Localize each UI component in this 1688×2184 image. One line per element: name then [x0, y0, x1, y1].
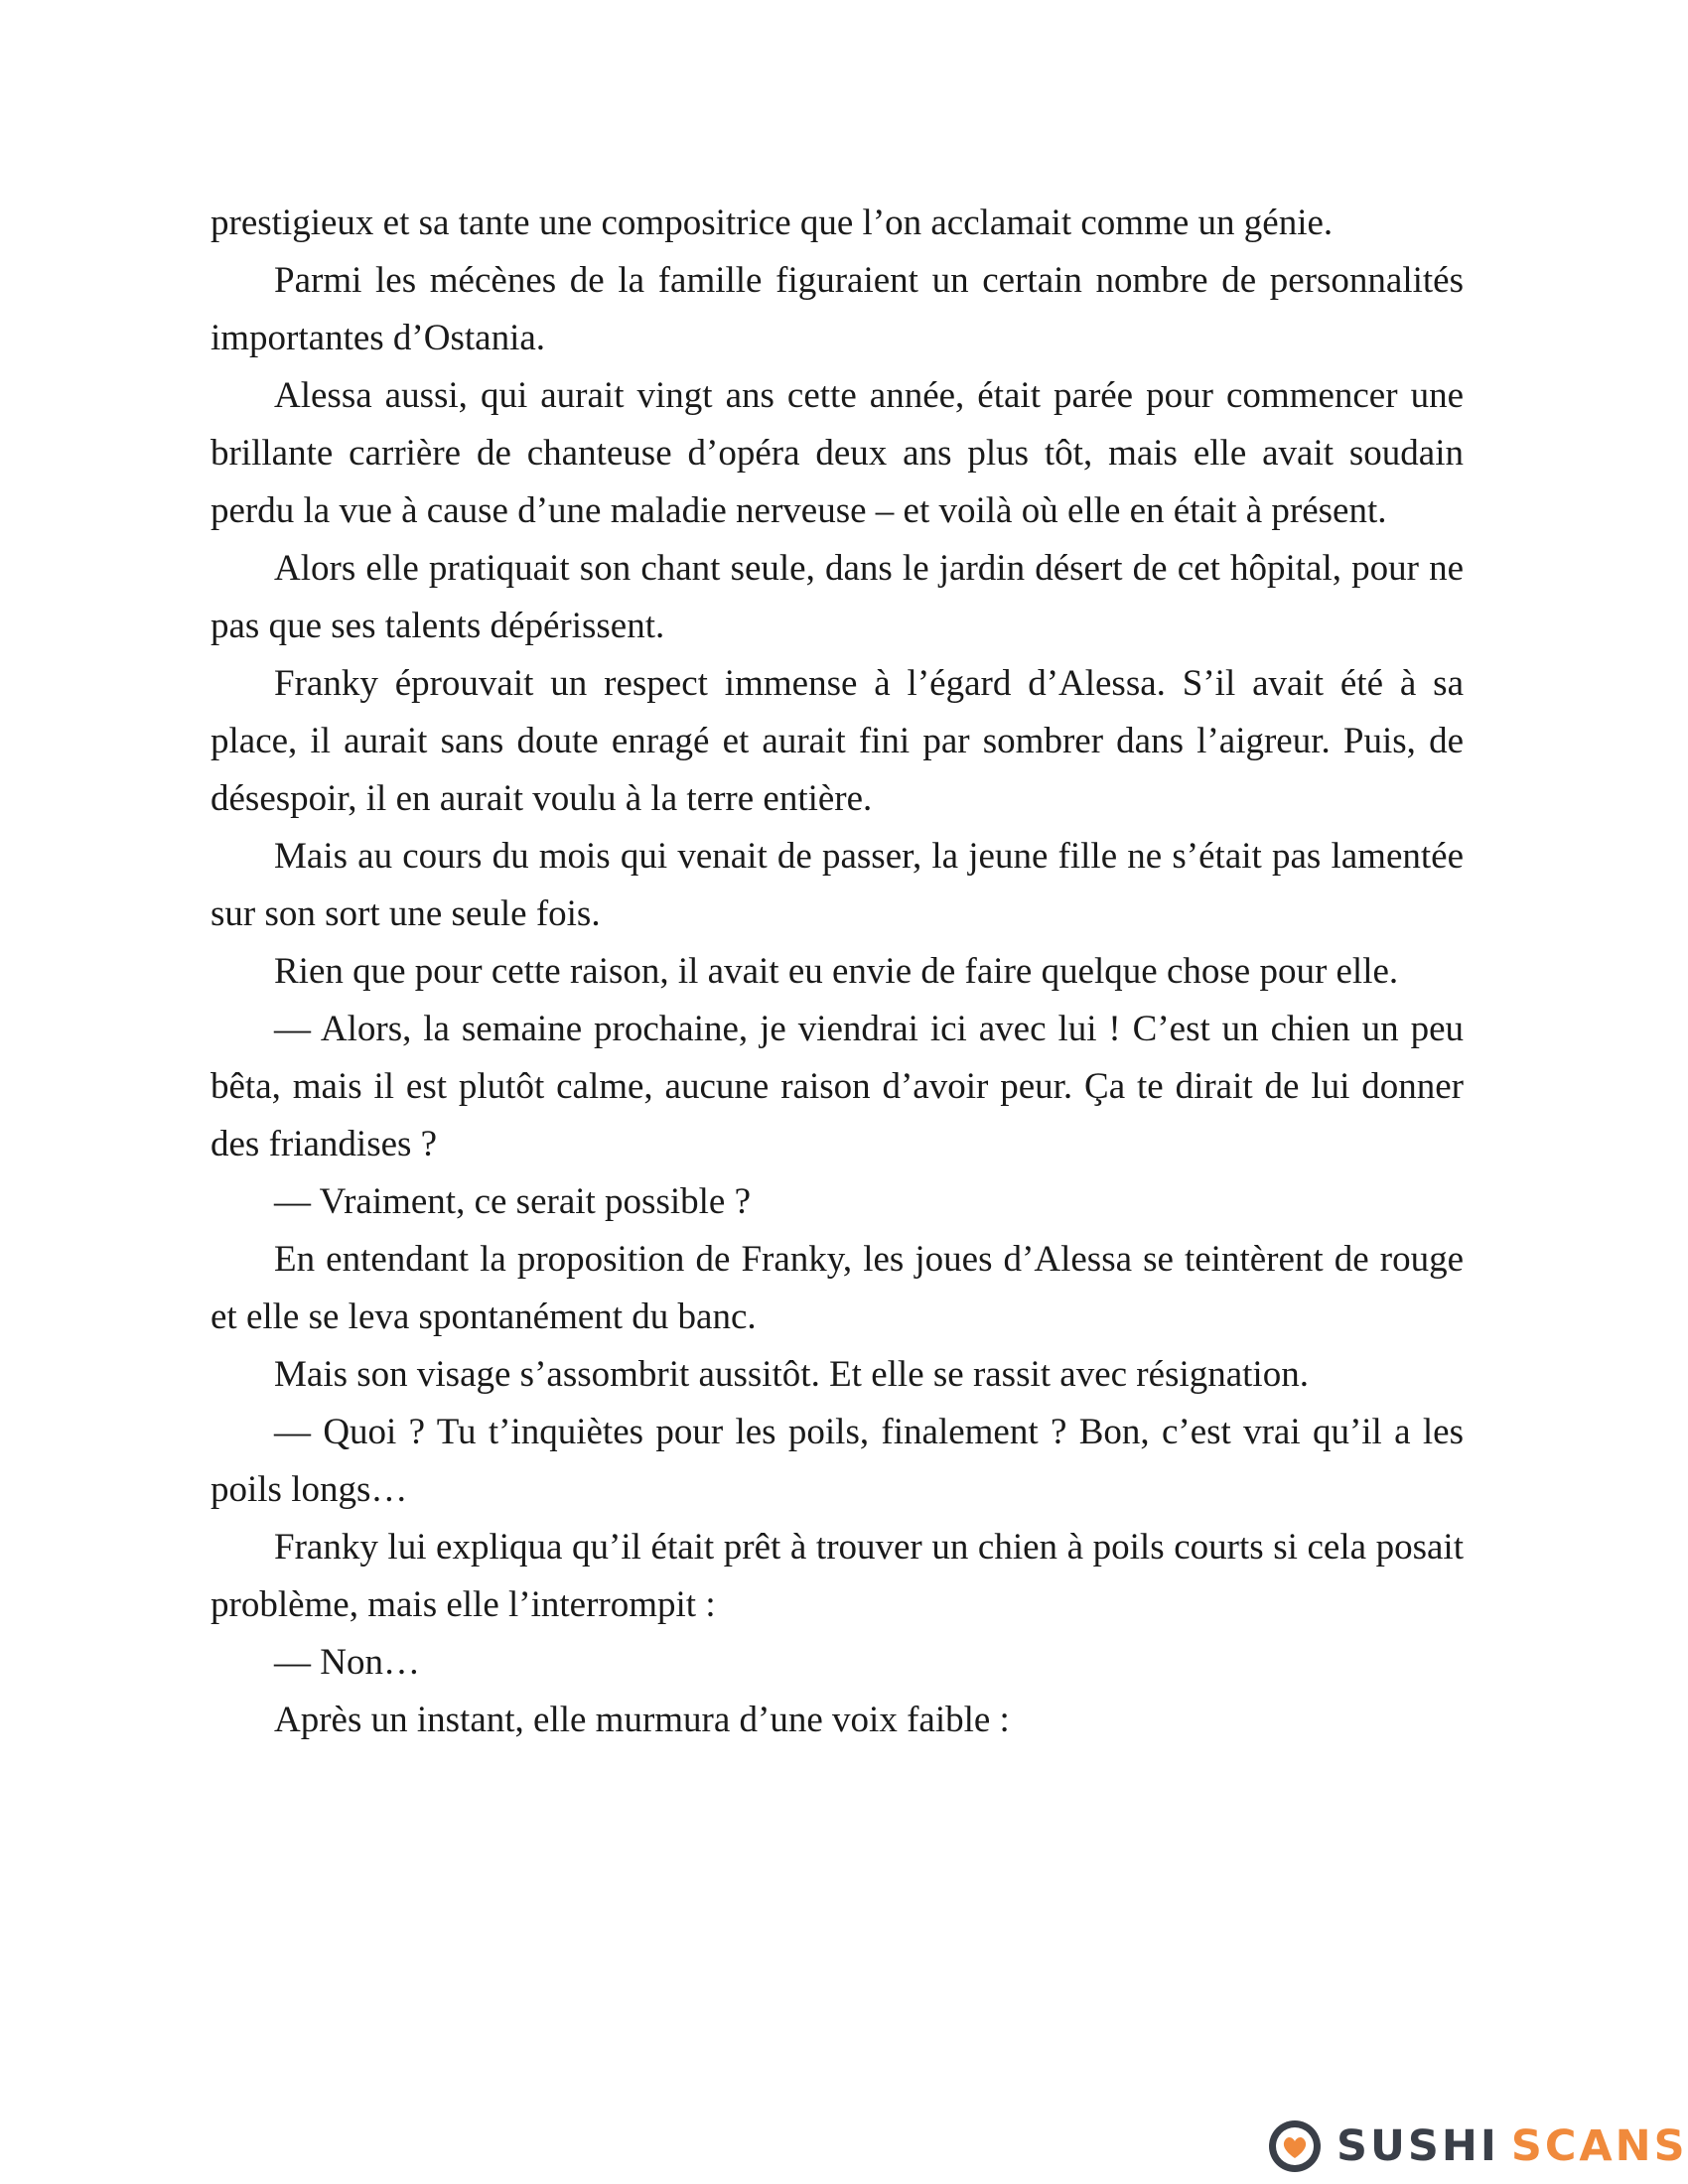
- paragraph: Franky lui expliqua qu’il était prêt à trouver un chien à poils courts si cela posait problème, mais elle l’interrompit :: [211, 1527, 1464, 1625]
- watermark-word-scans: SCANS: [1510, 2121, 1688, 2171]
- dialogue-paragraph: — Vraiment, ce serait possible ?: [274, 1181, 752, 1222]
- paragraph: Mais au cours du mois qui venait de passer, la jeune fille ne s’était pas lamentée sur son sort une seule fois.: [211, 836, 1464, 934]
- paragraph: En entendant la proposition de Franky, les joues d’Alessa se teintèrent de rouge et elle se leva spontanément du banc.: [211, 1239, 1464, 1337]
- paragraph: Franky éprouvait un respect immense à l’égard d’Alessa. S’il avait été à sa place, il aurait sans doute enragé et aurait fini par sombrer dans l’aigreur. Puis, de désespoir, il en aurait voulu à la terre entière.: [211, 663, 1464, 819]
- dialogue-paragraph: — Non…: [274, 1642, 420, 1683]
- paragraph: Parmi les mécènes de la famille figuraient un certain nombre de personnalités importantes d’Ostania.: [211, 260, 1464, 358]
- paragraph: Mais son visage s’assombrit aussitôt. Et elle se rassit avec résignation.: [274, 1354, 1309, 1395]
- sushi-logo-icon: [1267, 2118, 1323, 2174]
- paragraph: Alessa aussi, qui aurait vingt ans cette année, était parée pour commencer une brillante carrière de chanteuse d’opéra deux ans plus tôt, mais elle avait soudain perdu la vue à cause d’une maladie nerveuse – et voilà où elle en était à présent.: [211, 375, 1464, 531]
- watermark-word-sushi: SUSHI: [1336, 2121, 1499, 2171]
- sushi-scans-watermark: [1267, 2118, 1688, 2174]
- watermark-text: [1336, 2118, 1688, 2174]
- paragraph: Alors elle pratiquait son chant seule, dans le jardin désert de cet hôpital, pour ne pas que ses talents dépérissent.: [211, 548, 1464, 646]
- page-text: [211, 195, 1464, 1749]
- dialogue-paragraph: — Quoi ? Tu t’inquiètes pour les poils, finalement ? Bon, c’est vrai qu’il a les poils longs…: [211, 1412, 1464, 1510]
- paragraph: Rien que pour cette raison, il avait eu envie de faire quelque chose pour elle.: [274, 951, 1399, 992]
- paragraph: Après un instant, elle murmura d’une voix faible :: [274, 1700, 1010, 1740]
- paragraph: prestigieux et sa tante une compositrice que l’on acclamait comme un génie.: [211, 203, 1334, 243]
- dialogue-paragraph: — Alors, la semaine prochaine, je viendrai ici avec lui ! C’est un chien un peu bêta, mais il est plutôt calme, aucune raison d’avoir peur. Ça te dirait de lui donner des friandises ?: [211, 1009, 1464, 1164]
